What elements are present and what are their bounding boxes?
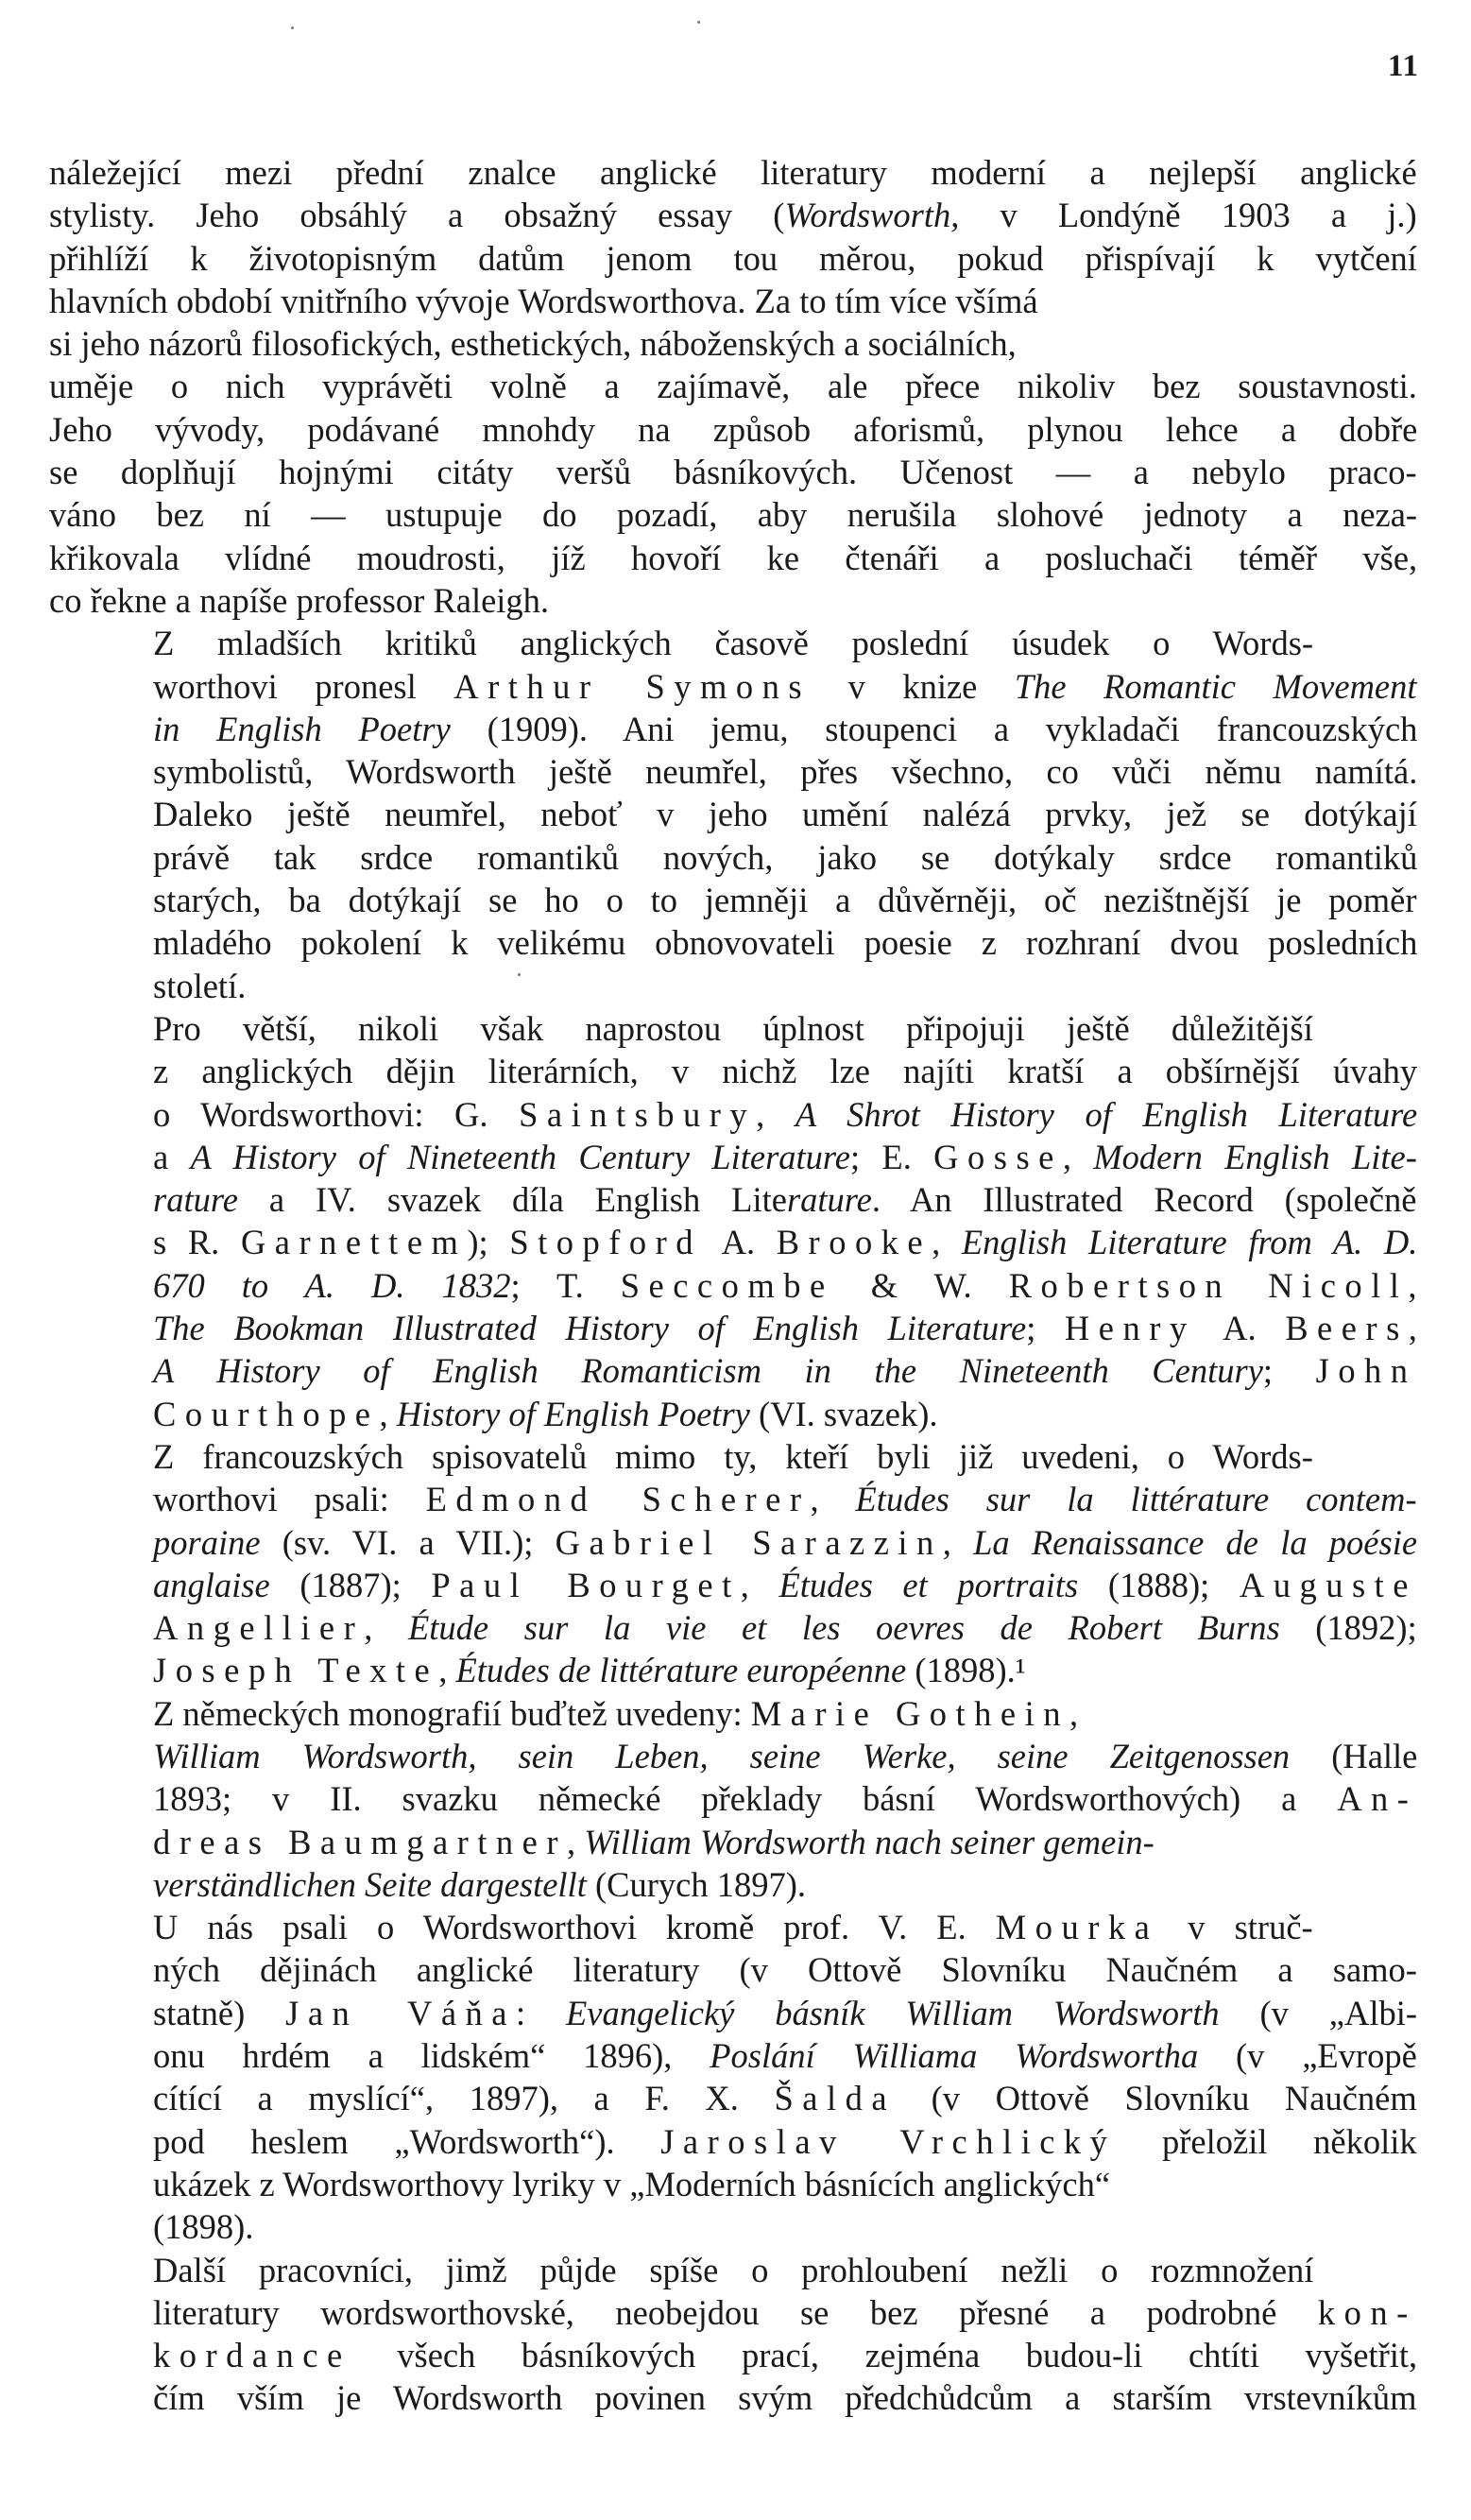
text-line: worthovi pronesl Arthur Symons v knize The Romantic Movement	[153, 666, 1417, 706]
text-line: U nás psali o Wordsworthovi kromě prof. V. E. Mourka v struč-	[153, 1908, 1313, 1947]
paragraph	[49, 1906, 1417, 2248]
text-line: symbolistů, Wordsworth ještě neumřel, přes všechno, co vůči němu namítá.	[153, 752, 1418, 792]
text-line: 1893; v II. svazku německé překlady básní Wordsworthových) a An-	[153, 1779, 1418, 1819]
paragraph	[49, 1435, 1417, 1692]
text-line: rature a IV. svazek díla English Literature. An Illustrated Record (společně	[153, 1180, 1417, 1220]
text-line: právě tak srdce romantiků nových, jako se dotýkaly srdce romantiků	[153, 837, 1418, 877]
text-line: a A History of Nineteenth Century Literature; E. Gosse, Modern English Lite-	[153, 1137, 1417, 1176]
paragraph	[49, 151, 1417, 622]
text-line: Další pracovníci, jimž půjde spíše o prohloubení nežli o rozmnožení	[153, 2250, 1314, 2289]
text-line: přihlíží k životopisným datům jenom tou měrou, pokud přispívají k vytčení	[49, 238, 1417, 278]
text-line: si jeho názorů filosofických, esthetických, náboženských a sociálních,	[49, 324, 1017, 364]
text-line: starých, ba dotýkají se ho o to jemněji a důvěrněji, oč nezištnější je poměr	[153, 881, 1417, 920]
text-line: in English Poetry (1909). Ani jemu, stoupenci a vykladači francouzských	[153, 709, 1418, 748]
paragraph	[49, 622, 1417, 1007]
text-line: A History of English Romanticism in the Nineteenth Century; John	[153, 1351, 1417, 1391]
text-line: náležející mezi přední znalce anglické literatury moderní a nejlepší anglické	[49, 153, 1417, 192]
text-line: pod heslem „Wordsworth“). Jaroslav Vrchlický přeložil několik	[153, 2121, 1417, 2161]
text-line: křikovala vlídné moudrosti, jíž hovoří ke čtenáři a posluchači téměř vše,	[49, 538, 1418, 577]
text-line: z anglických dějin literárních, v nichž lze najíti kratší a obšírnější úvahy	[153, 1052, 1418, 1091]
text-line: Angellier, Étude sur la vie et les oevres de Robert Burns (1892);	[153, 1608, 1417, 1648]
text-line: anglaise (1887); Paul Bourget, Études et portraits (1888); Auguste	[153, 1565, 1417, 1604]
text-line: Z mladších kritiků anglických časově poslední úsudek o Words-	[153, 624, 1314, 663]
paragraph	[49, 2249, 1417, 2420]
text-line: Courthope, History of English Poetry (VI. svazek).	[153, 1394, 938, 1433]
scan-speck	[697, 21, 700, 24]
text-line: uměje o nich vyprávěti volně a zajímavě, ale přece nikoliv bez soustavnosti.	[49, 367, 1417, 406]
text-line: poraine (sv. VI. a VII.); Gabriel Sarazzin, La Renaissance de la poésie	[153, 1522, 1418, 1562]
scan-speck	[291, 26, 294, 29]
body-text	[49, 151, 1417, 2420]
text-line: dreas Baumgartner, William Wordsworth nach seiner gemein-	[153, 1822, 1155, 1861]
text-line: stylisty. Jeho obsáhlý a obsažný essay (Wordsworth, v Londýně 1903 a j.)	[49, 196, 1417, 235]
text-line: (1898).	[153, 2207, 254, 2247]
text-line: Daleko ještě neumřel, neboť v jeho umění nalézá prvky, jež se dotýkají	[153, 795, 1417, 834]
paragraph	[49, 1692, 1417, 1906]
text-line: statně) Jan Váňa: Evangelický básník William Wordsworth (v „Albi-	[153, 1993, 1418, 2032]
text-line: Pro větší, nikoli však naprostou úplnost připojuji ještě důležitější	[153, 1008, 1313, 1048]
text-line: mladého pokolení k velikému obnovovateli poesie z rozhraní dvou posledních	[153, 923, 1418, 963]
text-line: The Bookman Illustrated History of English Literature; Henry A. Beers,	[153, 1309, 1417, 1348]
text-line: verständlichen Seite dargestellt (Curych 1897).	[153, 1864, 806, 1904]
text-line: Jeho vývody, podávané mnohdy na způsob aforismů, plynou lehce a dobře	[49, 409, 1418, 449]
text-line: s R. Garnettem); Stopford A. Brooke, English Literature from A. D.	[153, 1223, 1418, 1262]
page-number: 11	[1387, 49, 1419, 83]
text-line: worthovi psali: Edmond Scherer, Études sur la littérature contem-	[153, 1480, 1417, 1519]
text-line: se doplňují hojnými citáty veršů básníkových. Učenost — a nebylo praco-	[49, 453, 1417, 492]
text-line: William Wordsworth, sein Leben, seine Werke, seine Zeitgenossen (Halle	[153, 1736, 1418, 1775]
text-line: Z německých monografií buďtež uvedeny: Marie Gothein,	[153, 1693, 1079, 1733]
text-line: váno bez ní — ustupuje do pozadí, aby nerušila slohové jednoty a neza-	[49, 495, 1418, 535]
text-line: cítící a myslící“, 1897), a F. X. Šalda (v Ottově Slovníku Naučném	[153, 2079, 1417, 2118]
text-line: století.	[153, 966, 247, 1005]
text-line: literatury wordsworthovské, neobejdou se bez přesné a podrobné kon-	[153, 2292, 1417, 2332]
text-line: ukázek z Wordsworthovy lyriky v „Moderních básnících anglických“	[153, 2164, 1111, 2203]
text-line: Z francouzských spisovatelů mimo ty, kteří byli již uvedeni, o Words-	[153, 1436, 1313, 1476]
text-line: Joseph Texte, Études de littérature européenne (1898).¹	[153, 1651, 1026, 1690]
text-line: o Wordsworthovi: G. Saintsbury, A Shrot History of English Literature	[153, 1094, 1418, 1134]
text-line: 670 to A. D. 1832; T. Seccombe & W. Robertson Nicoll,	[153, 1265, 1417, 1305]
paragraph	[49, 1007, 1417, 1435]
text-line: hlavních období vnitřního vývoje Wordsworthova. Za to tím více všímá	[49, 281, 1038, 320]
text-line: ných dějinách anglické literatury (v Ottově Slovníku Naučném a samo-	[153, 1950, 1417, 1990]
text-line: čím vším je Wordsworth povinen svým předchůdcům a starším vrstevníkům	[153, 2378, 1417, 2418]
text-line: onu hrdém a lidském“ 1896), Poslání Williama Wordswortha (v „Evropě	[153, 2036, 1417, 2076]
text-line: kordance všech básníkových prací, zejména budou-li chtíti vyšetřit,	[153, 2336, 1418, 2375]
text-line: co řekne a napíše professor Raleigh.	[49, 580, 550, 620]
